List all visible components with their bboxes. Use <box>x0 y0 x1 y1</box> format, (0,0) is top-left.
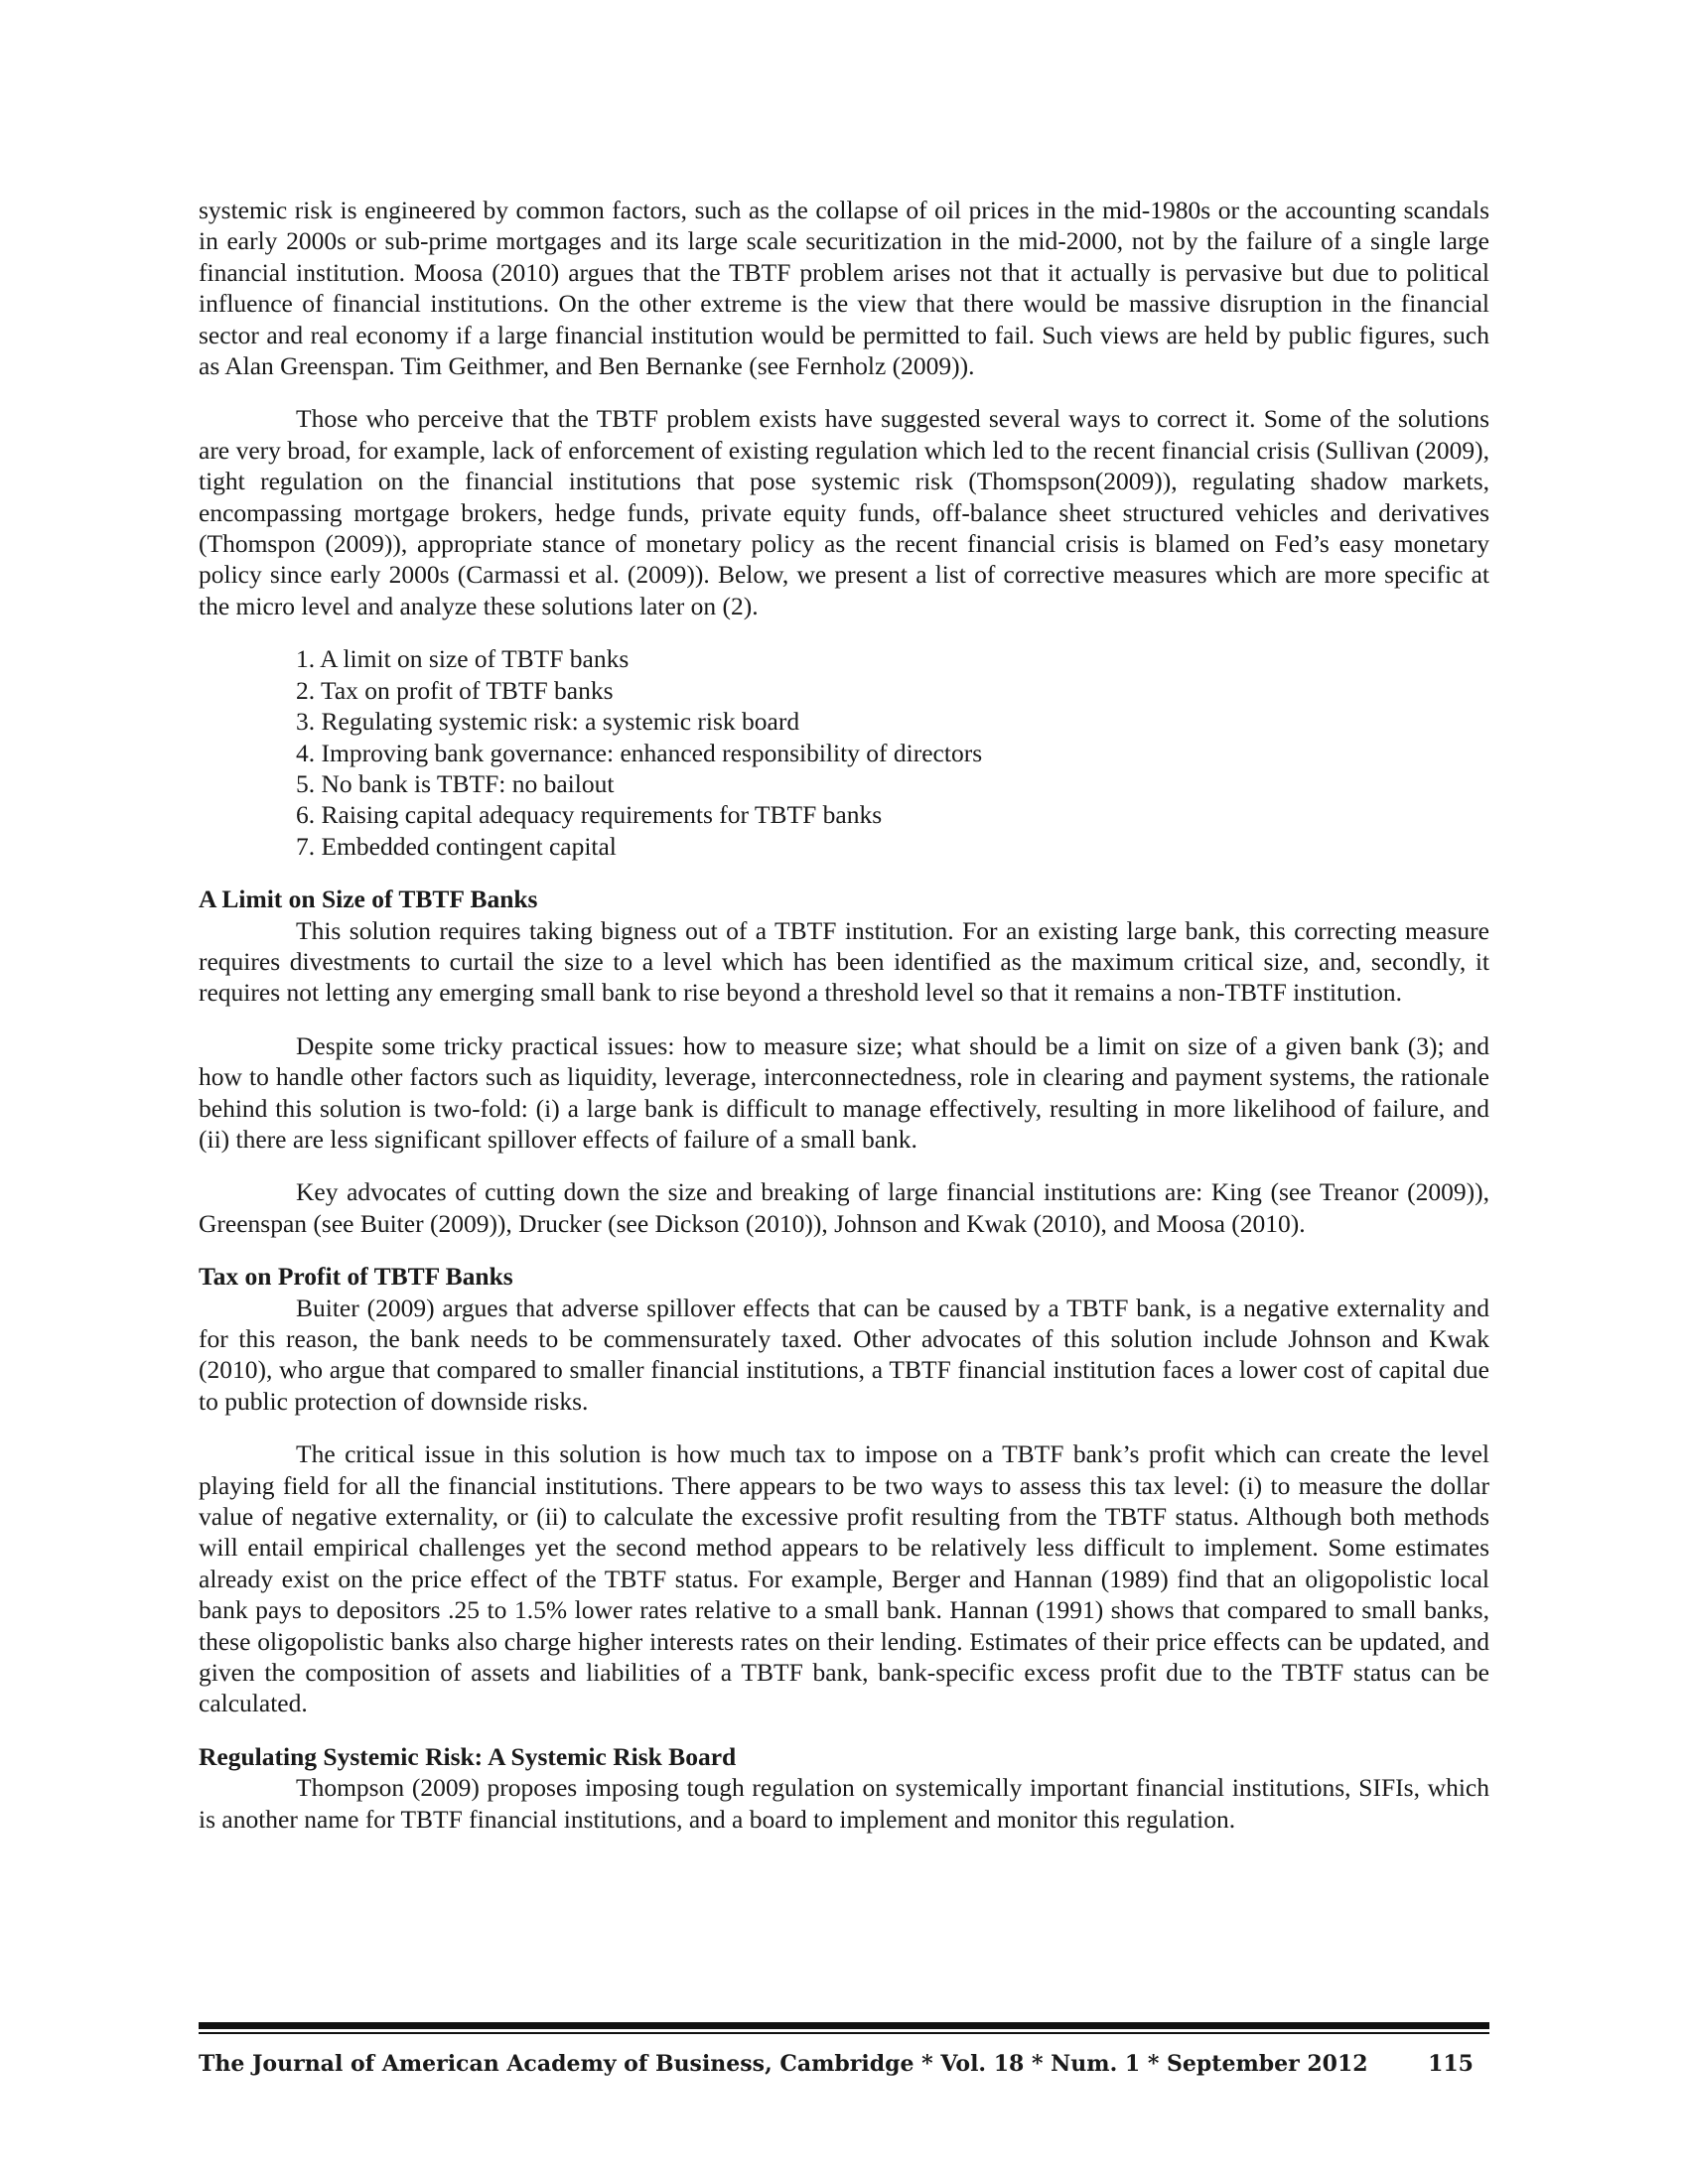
body-paragraph: Key advocates of cutting down the size and breaking of large financial institutions are: King (see Treanor (2009)), Greenspan (see Buiter (2009)), Drucker (see Dickson (2010)), Johnson and Kwak (2010), and Moosa (2010). <box>199 1177 1489 1238</box>
page-footer <box>199 2022 1489 2080</box>
list-item: 5. No bank is TBTF: no bailout <box>296 768 615 798</box>
page-number: 115 <box>1428 2051 1474 2077</box>
body-paragraph: systemic risk is engineered by common factors, such as the collapse of oil prices in the mid-1980s or the accounting scandals in early 2000s or sub-prime mortgages and its large scale securitization in the mid-2000, not by the failure of a single large financial institution. Moosa (2010) argues that the TBTF problem arises not that it actually is pervasive but due to political influence of financial institutions. On the other extreme is the view that there would be massive disruption in the financial sector and real economy if a large financial institution would be permitted to fail. Such views are held by public figures, such as Alan Greenspan. Tim Geithmer, and Ben Bernanke (see Fernholz (2009)). <box>199 196 1489 381</box>
body-paragraph: The critical issue in this solution is how much tax to impose on a TBTF bank’s profit which can create the level playing field for all the financial institutions. There appears to be two ways to assess this tax level: (i) to measure the dollar value of negative externality, or (ii) to calculate the excessive profit resulting from the TBTF status. Although both methods will entail empirical challenges yet the second method appears to be relatively less difficult to implement. Some estimates already exist on the price effect of the TBTF status. For example, Berger and Hannan (1989) find that an oligopolistic local bank pays to depositors .25 to 1.5% lower rates relative to a small bank. Hannan (1991) shows that compared to small banks, these oligopolistic banks also charge higher interests rates on their lending. Estimates of their price effects can be updated, and given the composition of assets and liabilities of a TBTF bank, bank-specific excess profit due to the TBTF status can be calculated. <box>199 1439 1489 1718</box>
list-item: 7. Embedded contingent capital <box>296 831 617 861</box>
journal-citation: The Journal of American Academy of Business, Cambridge * Vol. 18 * Num. 1 * September 2012 <box>199 2051 1368 2077</box>
section-heading: Regulating Systemic Risk: A Systemic Risk Board <box>199 1741 737 1771</box>
list-item: 3. Regulating systemic risk: a systemic risk board <box>296 707 800 737</box>
body-paragraph: This solution requires taking bigness out of a TBTF institution. For an existing large bank, this correcting measure requires divestments to curtail the size to a level which has been identified as the maximum critical size, and, secondly, it requires not letting any emerging small bank to rise beyond a threshold level so that it remains a non-TBTF institution. <box>199 915 1489 1008</box>
body-paragraph: Despite some tricky practical issues: how to measure size; what should be a limit on size of a given bank (3); and how to handle other factors such as liquidity, leverage, interconnectedness, role in clearing and payment systems, the rationale behind this solution is two-fold: (i) a large bank is difficult to manage effectively, resulting in more likelihood of failure, and (ii) there are less significant spillover effects of failure of a small bank. <box>199 1030 1489 1154</box>
footer-divider <box>199 2022 1489 2029</box>
section-heading: Tax on Profit of TBTF Banks <box>199 1262 513 1292</box>
list-item: 2. Tax on profit of TBTF banks <box>296 675 614 705</box>
list-item: 6. Raising capital adequacy requirements for TBTF banks <box>296 800 883 830</box>
section-heading: A Limit on Size of TBTF Banks <box>199 885 538 914</box>
footer-divider <box>199 2032 1489 2034</box>
corrective-measures-list <box>199 643 1489 862</box>
body-paragraph: Those who perceive that the TBTF problem exists have suggested several ways to correct it. Some of the solutions are very broad, for example, lack of enforcement of existing regulation which led to the recent financial crisis (Sullivan (2009), tight regulation on the financial institutions that pose systemic risk (Thomspson(2009)), regulating shadow markets, encompassing mortgage brokers, hedge funds, private equity funds, off-balance sheet structured vehicles and derivatives (Thomspon (2009)), appropriate stance of monetary policy as the recent financial crisis is blamed on Fed’s easy monetary policy since early 2000s (Carmassi et al. (2009)). Below, we present a list of corrective measures which are more specific at the micro level and analyze these solutions later on (2). <box>199 404 1489 620</box>
footer-line <box>199 2048 1489 2080</box>
page-body <box>199 195 1489 1835</box>
body-paragraph: Thompson (2009) proposes imposing tough regulation on systemically important financial institutions, SIFIs, which is another name for TBTF financial institutions, and a board to implement and monitor this regulation. <box>199 1773 1489 1834</box>
list-item: 1. A limit on size of TBTF banks <box>296 644 630 674</box>
body-paragraph: Buiter (2009) argues that adverse spillover effects that can be caused by a TBTF bank, is a negative externality and for this reason, the bank needs to be commensurately taxed. Other advocates of this solution include Johnson and Kwak (2010), who argue that compared to smaller financial institutions, a TBTF financial institution faces a lower cost of capital due to public protection of downside risks. <box>199 1293 1489 1416</box>
list-item: 4. Improving bank governance: enhanced responsibility of directors <box>296 738 983 767</box>
